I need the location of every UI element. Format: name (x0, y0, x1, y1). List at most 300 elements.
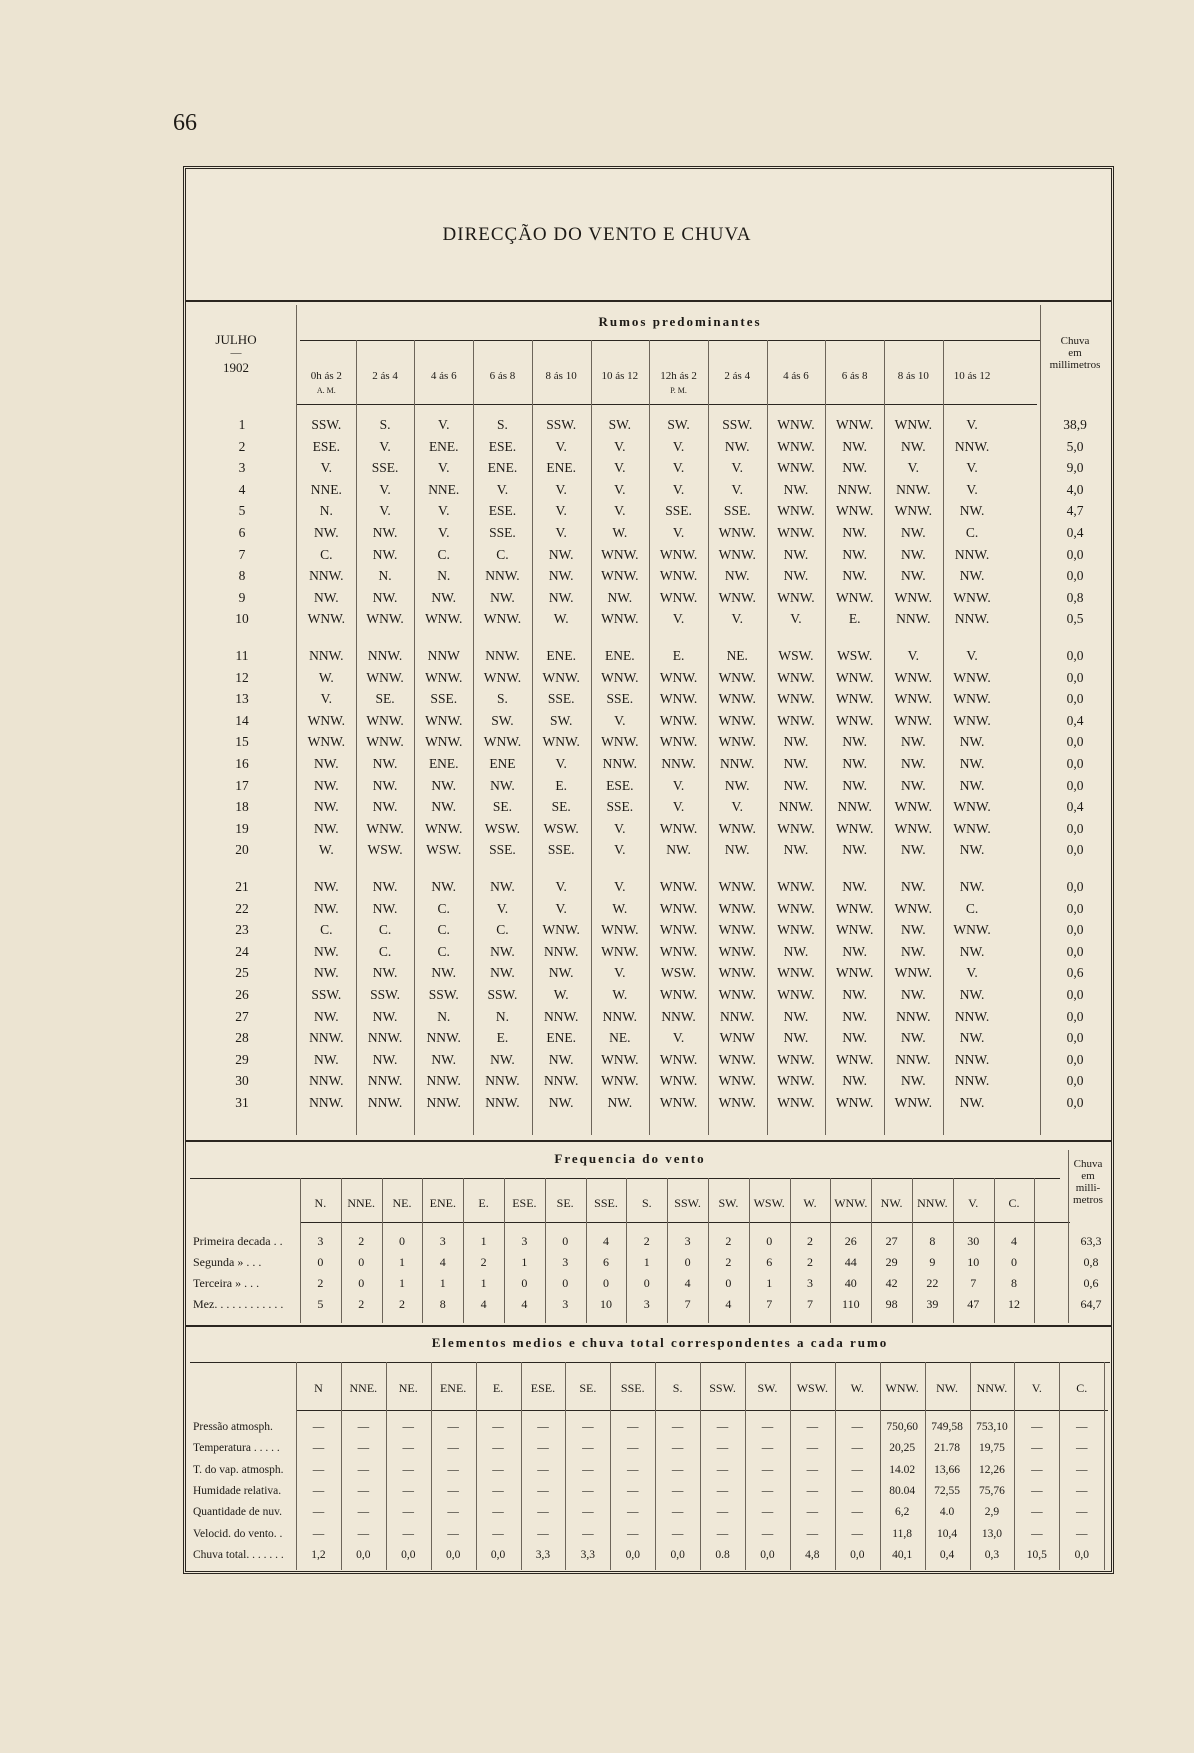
column-divider (790, 1362, 791, 1570)
column-divider (626, 1178, 627, 1323)
wind-direction-cell: V. (614, 965, 626, 981)
wind-direction-cell: NW. (724, 438, 750, 454)
column-divider (649, 340, 650, 1135)
elements-column-header: E. (492, 1381, 504, 1395)
wind-direction-cell: WNW. (659, 589, 698, 605)
frequency-cell: 1 (521, 1255, 528, 1269)
wind-direction-cell: WNW. (777, 965, 815, 981)
wind-direction-cell: NNW. (367, 1073, 403, 1089)
frequency-column-header: N. (314, 1196, 327, 1210)
wind-direction-cell: ENE. (428, 756, 459, 771)
wind-direction-cell: WSW. (426, 842, 462, 858)
rain-cell: 0,0 (1066, 879, 1084, 894)
wind-direction-cell: ENE. (487, 460, 518, 476)
wind-direction-cell: WNW. (953, 669, 991, 685)
wind-direction-cell: SW. (608, 417, 632, 432)
elements-cell: — (806, 1506, 819, 1519)
wind-direction-cell: NW. (372, 1008, 398, 1024)
wind-direction-cell: NW. (372, 799, 398, 815)
wind-direction-cell: NW. (372, 965, 398, 981)
frequency-cell: 4 (439, 1255, 446, 1269)
elements-cell: — (402, 1463, 414, 1476)
frequency-cell: 8 (439, 1297, 446, 1311)
wind-direction-cell: NNW. (426, 1030, 461, 1046)
wind-direction-cell: NNW. (367, 1030, 403, 1046)
elements-cell: — (1076, 1421, 1088, 1433)
wind-direction-cell: NNW. (309, 1030, 344, 1046)
wind-direction-cell: WNW. (894, 900, 933, 916)
column-divider (532, 340, 533, 1135)
wind-direction-cell: NW. (842, 734, 867, 750)
frequency-row-label: Primeira decada . . (193, 1234, 283, 1248)
period-header: 8 ás 10 (897, 370, 929, 382)
wind-direction-cell: WNW. (425, 734, 463, 750)
wind-direction-cell: WNW. (894, 712, 933, 728)
frequency-cell: 3 (807, 1276, 813, 1290)
frequency-cell: 7 (766, 1297, 773, 1311)
frequency-cell: 3 (439, 1234, 446, 1248)
wind-direction-cell: WNW. (542, 734, 580, 750)
frequency-cell: 1 (643, 1255, 650, 1269)
wind-direction-cell: NW. (314, 777, 339, 793)
wind-direction-cell: NW. (842, 756, 867, 771)
wind-direction-cell: WNW. (718, 691, 756, 707)
wind-direction-cell: V. (672, 611, 685, 627)
wind-direction-cell: SSW. (722, 417, 753, 432)
frequency-cell: 0 (562, 1276, 569, 1290)
wind-direction-cell: NW. (490, 943, 515, 959)
elements-cell: — (492, 1506, 504, 1519)
wind-direction-cell: WNW. (483, 611, 522, 627)
wind-direction-cell: C. (378, 922, 392, 938)
section-rule (186, 1325, 1111, 1327)
wind-direction-cell: NW. (959, 503, 985, 519)
wind-direction-cell: NW. (372, 879, 398, 894)
wind-direction-cell: NW. (959, 987, 985, 1002)
wind-direction-cell: V. (438, 417, 450, 432)
section-rule (186, 300, 1111, 302)
wind-direction-cell: NW. (372, 589, 398, 605)
rain-header: em (1068, 347, 1082, 359)
elements-cell: 10,5 (1026, 1548, 1047, 1561)
elements-column-header: N (314, 1381, 323, 1395)
wind-direction-cell: NW. (372, 1051, 398, 1067)
rain-cell: 0,0 (1066, 922, 1084, 938)
wind-direction-cell: V. (614, 503, 626, 519)
elements-cell: 0,4 (939, 1548, 955, 1561)
wind-direction-cell: W. (612, 525, 628, 540)
period-header: 4 ás 6 (430, 370, 457, 382)
column-divider (422, 1178, 423, 1323)
rain-cell: 0,4 (1066, 799, 1084, 815)
day-number: 24 (235, 943, 249, 959)
rain-cell: 0,0 (1066, 546, 1084, 562)
day-number: 3 (238, 460, 246, 476)
wind-direction-cell: SSE. (489, 842, 516, 858)
column-divider (925, 1362, 926, 1570)
elements-cell: — (1076, 1527, 1088, 1540)
frequency-cell: 2 (358, 1234, 365, 1248)
rain-cell: 0,4 (1066, 525, 1084, 540)
column-divider (565, 1362, 566, 1570)
wind-direction-cell: SSE. (547, 842, 575, 858)
elements-cell: 0,0 (670, 1548, 685, 1561)
wind-direction-cell: V. (907, 460, 920, 476)
wind-direction-cell: WNW. (659, 568, 698, 584)
frequency-column-header: W. (803, 1196, 817, 1210)
wind-direction-cell: V. (672, 777, 685, 793)
rain-cell: 0,6 (1066, 965, 1084, 981)
frequency-cell: 7 (970, 1276, 977, 1290)
elements-cell: — (627, 1484, 639, 1497)
frequency-cell: 1 (399, 1255, 405, 1269)
frequency-rain-header: metros (1073, 1194, 1103, 1206)
page-title: DIRECÇÃO DO VENTO E CHUVA (442, 224, 752, 245)
elements-cell: — (582, 1463, 594, 1476)
wind-direction-cell: C. (965, 525, 979, 540)
wind-direction-cell: NW. (959, 756, 985, 771)
wind-direction-cell: NW. (842, 460, 867, 476)
wind-direction-cell: V. (966, 648, 978, 663)
wind-direction-cell: NNW. (543, 943, 579, 959)
group-rule (190, 1178, 1060, 1179)
wind-direction-cell: NW. (901, 756, 926, 771)
column-divider (912, 1178, 913, 1323)
wind-direction-cell: WNW. (953, 820, 991, 836)
elements-cell: 13,0 (981, 1527, 1002, 1540)
wind-direction-cell: S. (496, 417, 508, 432)
elements-cell: — (537, 1421, 549, 1433)
wind-direction-cell: WNW. (835, 965, 874, 981)
elements-cell: — (1076, 1442, 1088, 1455)
wind-direction-cell: NW. (783, 1008, 809, 1024)
wind-direction-cell: NW. (901, 525, 926, 540)
day-number: 17 (235, 777, 249, 793)
wind-direction-cell: WNW. (366, 734, 404, 750)
wind-direction-cell: WNW. (953, 712, 991, 728)
elements-column-header: ENE. (439, 1381, 467, 1395)
wind-direction-cell: NW. (490, 589, 515, 605)
wind-direction-cell: SW. (491, 712, 514, 728)
wind-direction-cell: NNW. (837, 481, 872, 497)
frequency-cell: 110 (842, 1297, 860, 1311)
wind-direction-cell: NNW. (426, 1073, 461, 1089)
frequency-rain-cell: 63,3 (1080, 1234, 1102, 1248)
column-divider (1014, 1362, 1015, 1570)
wind-direction-cell: NW. (314, 756, 339, 771)
wind-direction-cell: NNW. (661, 756, 696, 771)
wind-direction-cell: SE. (551, 799, 571, 815)
wind-direction-cell: NW. (959, 1030, 985, 1046)
elements-cell: 80.04 (889, 1484, 916, 1497)
day-number: 1 (238, 417, 246, 432)
wind-direction-cell: NNW. (954, 611, 990, 627)
wind-direction-cell: NW. (901, 777, 926, 793)
column-divider (994, 1178, 995, 1323)
frequency-column-header: SW. (718, 1196, 739, 1210)
period-header: 10 ás 12 (601, 370, 639, 382)
wind-direction-cell: WNW. (425, 669, 463, 685)
frequency-cell: 2 (643, 1234, 650, 1248)
wind-direction-cell: WNW. (659, 712, 698, 728)
wind-direction-cell: NW. (842, 943, 867, 959)
group-header: Rumos predominantes (598, 314, 762, 329)
wind-direction-cell: WNW. (835, 417, 874, 432)
rain-cell: 0,0 (1066, 1030, 1084, 1046)
wind-direction-cell: NW. (783, 943, 809, 959)
wind-direction-cell: NW. (959, 1095, 985, 1110)
wind-direction-cell: SW. (549, 712, 573, 728)
wind-direction-cell: WNW. (777, 1051, 815, 1067)
elements-cell: — (357, 1484, 370, 1497)
wind-direction-cell: SSE. (606, 691, 634, 707)
wind-direction-cell: WNW. (894, 503, 933, 519)
frequency-cell: 10 (967, 1255, 980, 1269)
period-header: 6 ás 8 (841, 370, 868, 382)
wind-direction-cell: V. (614, 712, 626, 728)
rain-cell: 0,0 (1066, 987, 1084, 1002)
elements-cell: — (582, 1527, 594, 1540)
day-number: 13 (235, 691, 249, 707)
wind-direction-cell: NW. (901, 546, 926, 562)
wind-direction-cell: NW. (548, 1051, 574, 1067)
elements-cell: 14.02 (889, 1463, 916, 1476)
rain-cell: 0,0 (1066, 900, 1084, 916)
frequency-cell: 30 (967, 1234, 980, 1248)
column-divider (1068, 1150, 1069, 1323)
elements-cell: — (447, 1527, 459, 1540)
wind-direction-cell: WNW. (894, 691, 933, 707)
rain-cell: 0,0 (1066, 648, 1084, 663)
elements-cell: — (1031, 1506, 1043, 1519)
wind-direction-cell: V. (555, 481, 567, 497)
elements-cell: — (627, 1463, 639, 1476)
period-header: 10 ás 12 (953, 370, 991, 382)
elements-cell: 1,2 (311, 1548, 326, 1561)
wind-direction-cell: NNW. (954, 438, 990, 454)
rain-cell: 0,0 (1066, 756, 1084, 771)
wind-direction-cell: WNW. (659, 987, 698, 1002)
wind-direction-cell: C. (496, 546, 509, 562)
header-underline (297, 404, 1037, 405)
frequency-cell: 0 (562, 1234, 569, 1248)
wind-direction-cell: NNW. (954, 1008, 990, 1024)
elements-cell: — (716, 1463, 729, 1476)
wind-direction-cell: NNW. (896, 611, 931, 627)
wind-direction-cell: NNW. (896, 481, 931, 497)
elements-cell: — (671, 1421, 684, 1433)
wind-direction-cell: NW. (372, 525, 398, 540)
column-divider (341, 1178, 342, 1323)
wind-direction-cell: NW. (783, 481, 809, 497)
wind-direction-cell: NNW. (485, 648, 520, 663)
wind-direction-cell: WNW. (718, 589, 756, 605)
frequency-rain-cell: 0,8 (1083, 1255, 1099, 1269)
frequency-header: Frequencia do vento (554, 1151, 706, 1166)
column-divider (382, 1178, 383, 1323)
wind-direction-cell: WNW. (718, 669, 756, 685)
day-number: 5 (238, 503, 246, 519)
rain-cell: 9,0 (1066, 460, 1084, 476)
frequency-row-label: Terceira » . . . (193, 1276, 260, 1290)
frequency-cell: 3 (684, 1234, 691, 1248)
wind-direction-cell: E. (496, 1030, 509, 1046)
elements-cell: — (492, 1484, 504, 1497)
wind-direction-cell: C. (965, 900, 979, 916)
elements-cell: — (761, 1527, 774, 1540)
rain-cell: 0,0 (1066, 734, 1084, 750)
wind-direction-cell: V. (672, 1030, 685, 1046)
period-header: 6 ás 8 (489, 370, 516, 382)
header-underline (300, 1222, 1070, 1223)
wind-direction-cell: WNW. (777, 438, 815, 454)
elements-cell: — (447, 1463, 459, 1476)
frequency-cell: 39 (926, 1297, 939, 1311)
wind-direction-cell: WNW. (835, 922, 874, 938)
wind-direction-cell: N. (495, 1008, 509, 1024)
period-header: 2 ás 4 (372, 370, 398, 382)
elements-cell: — (537, 1442, 549, 1455)
wind-direction-cell: NW. (431, 1051, 457, 1067)
wind-direction-cell: V. (438, 525, 450, 540)
frequency-cell: 2 (807, 1234, 813, 1248)
section-rule (186, 1140, 1111, 1142)
elements-cell: — (671, 1506, 684, 1519)
day-number: 7 (238, 546, 246, 562)
elements-cell: — (716, 1506, 729, 1519)
elements-cell: 40,1 (892, 1548, 913, 1561)
wind-direction-cell: NNW. (485, 568, 520, 584)
frequency-cell: 8 (929, 1234, 936, 1248)
wind-direction-cell: V. (614, 481, 626, 497)
wind-direction-cell: WNW. (835, 820, 874, 836)
wind-direction-cell: W. (612, 987, 628, 1002)
wind-direction-cell: WNW. (777, 691, 815, 707)
wind-direction-cell: SSW. (311, 417, 342, 432)
wind-direction-cell: V. (672, 438, 685, 454)
elements-cell: 6,2 (894, 1506, 910, 1519)
frequency-column-header: WSW. (753, 1196, 785, 1210)
wind-direction-cell: WNW. (483, 669, 522, 685)
elements-cell: — (492, 1527, 504, 1540)
wind-direction-cell: WNW. (894, 799, 933, 815)
frequency-cell: 0 (358, 1255, 365, 1269)
wind-direction-cell: NW. (314, 525, 339, 540)
elements-cell: — (492, 1442, 504, 1455)
wind-direction-cell: WSW. (778, 648, 814, 663)
elements-cell: — (357, 1527, 370, 1540)
day-number: 16 (235, 756, 249, 771)
elements-cell: — (357, 1442, 370, 1455)
elements-cell: 3,3 (580, 1548, 596, 1561)
wind-direction-cell: WNW. (718, 987, 756, 1002)
wind-direction-cell: V. (555, 438, 567, 454)
period-header: 2 ás 4 (724, 370, 751, 382)
wind-direction-cell: WNW. (777, 712, 815, 728)
elements-cell: 2,9 (984, 1506, 1000, 1519)
wind-direction-cell: WNW. (366, 611, 404, 627)
rain-cell: 0,0 (1066, 1095, 1084, 1110)
wind-direction-cell: NW. (372, 777, 398, 793)
wind-direction-cell: NW. (783, 842, 809, 858)
elements-cell: — (582, 1442, 594, 1455)
wind-direction-cell: WNW. (953, 691, 991, 707)
wind-direction-cell: NW. (901, 943, 926, 959)
wind-direction-cell: NW. (842, 987, 867, 1002)
wind-direction-cell: NW. (548, 568, 574, 584)
wind-direction-cell: WNW. (601, 568, 639, 584)
frequency-cell: 7 (807, 1297, 813, 1311)
wind-direction-cell: WNW. (542, 669, 580, 685)
wind-direction-cell: V. (966, 460, 978, 476)
wind-direction-cell: NW. (431, 777, 457, 793)
column-divider (708, 340, 709, 1135)
column-divider (835, 1362, 836, 1570)
elements-column-header: SSW. (709, 1381, 736, 1395)
column-divider (953, 1178, 954, 1323)
elements-cell: — (537, 1484, 549, 1497)
day-number: 14 (235, 712, 249, 728)
frequency-cell: 29 (885, 1255, 898, 1269)
elements-cell: — (402, 1484, 414, 1497)
frequency-rain-header: em (1081, 1170, 1095, 1182)
elements-row-label: T. do vap. atmosph. (193, 1463, 284, 1476)
wind-direction-cell: WNW. (659, 900, 698, 916)
column-divider (431, 1362, 432, 1570)
elements-column-header: NW. (936, 1381, 958, 1395)
elements-cell: — (312, 1463, 325, 1476)
group-rule (190, 1362, 1110, 1363)
wind-direction-cell: NW. (314, 589, 339, 605)
column-divider (341, 1362, 342, 1570)
wind-direction-cell: NW. (490, 965, 515, 981)
wind-direction-cell: NW. (842, 1073, 867, 1089)
elements-column-header: W. (850, 1381, 864, 1395)
elements-column-header: NNE. (349, 1381, 378, 1395)
elements-column-header: NNW. (976, 1381, 1008, 1395)
frequency-cell: 0 (684, 1255, 691, 1269)
column-divider (591, 340, 592, 1135)
column-divider (356, 340, 357, 1135)
elements-cell: — (312, 1506, 325, 1519)
elements-cell: — (851, 1421, 863, 1433)
frequency-cell: 0 (1011, 1255, 1017, 1269)
column-divider (943, 340, 944, 1135)
frequency-cell: 1 (480, 1234, 487, 1248)
elements-cell: — (1031, 1463, 1043, 1476)
wind-direction-cell: NNW. (954, 1073, 990, 1089)
column-divider (880, 1362, 881, 1570)
wind-direction-cell: NNW. (720, 1008, 755, 1024)
elements-cell: — (447, 1506, 459, 1519)
header-underline (296, 1410, 1108, 1411)
wind-direction-cell: V. (672, 481, 685, 497)
year-label: 1902 (223, 360, 249, 375)
elements-cell: — (1031, 1484, 1043, 1497)
wind-direction-cell: WNW. (835, 1051, 874, 1067)
wind-direction-cell: ENE. (428, 438, 459, 454)
wind-direction-cell: WNW. (718, 525, 756, 540)
wind-direction-cell: NE. (609, 1030, 631, 1046)
wind-direction-cell: SE. (375, 691, 395, 707)
frequency-cell: 2 (807, 1255, 813, 1269)
elements-row-label: Pressão atmosph. (193, 1421, 273, 1433)
column-divider (386, 1362, 387, 1570)
elements-cell: — (447, 1442, 459, 1455)
column-divider (655, 1362, 656, 1570)
frequency-rain-header: milli- (1075, 1182, 1101, 1194)
wind-direction-cell: WNW. (777, 525, 815, 540)
